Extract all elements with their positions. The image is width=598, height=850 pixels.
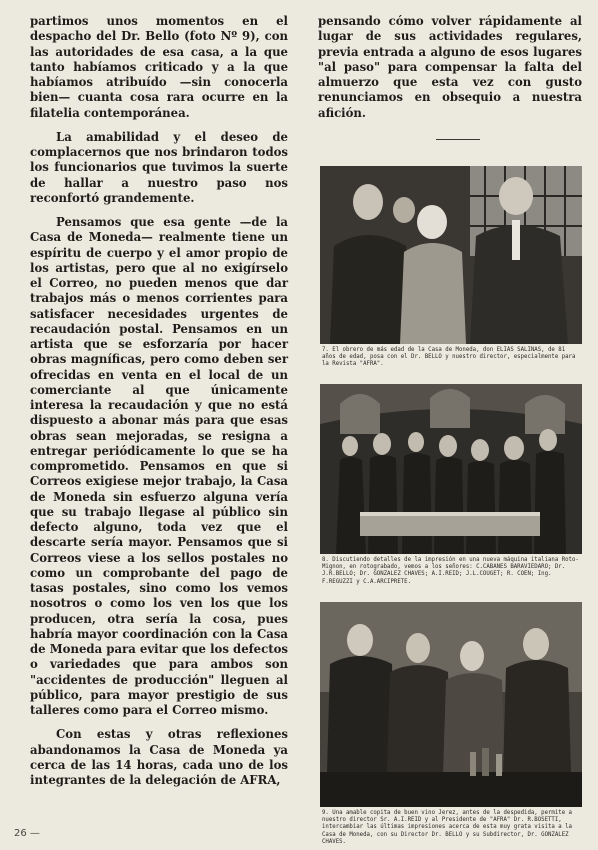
caption-7: 7. El obrero de más edad de la Casa de Moneda, don ELIAS SALINAS, de 81 años de edad, posa con el Dr. BELLO y nuestro director, especialmente para la Revista "AFRA". <box>322 347 576 368</box>
photo-9 <box>320 602 582 807</box>
left-text-column <box>30 14 288 797</box>
caption-8: 8. Discutiendo detalles de la impresión en una nueva máquina italiana Roto-Mignon, en rotograbado, vemos a los señores: C.CABANES BARAVIEDARO; Dr. J.R.BELLO; Dr. GONZALEZ CHAVES; A.I.REID; J.L.COUGET; R. COEN; Ing. F.REGUZZI y C.A.ARCIPRETE. <box>322 557 579 585</box>
page-number: 26 — <box>14 828 40 839</box>
caption-9: 9. Una amable copita de buen vino Jerez, antes de la despedida, permite a nuestro director Sr. A.I.REID y al Presidente de "AFRA" Dr. R.BOSETTI, intercambiar las últimas impresiones acerca de esta muy grata visita a la Casa de Moneda, con su Director Dr. BELLO y su Subdirector, Dr. GONZALEZ CHAVES. <box>322 810 572 845</box>
paragraph-2: La amabilidad y el deseo de complacernos que nos brindaron todos los funcionarios que tuvimos la suerte de hallar a nuestro paso nos reconfortó grandemente. <box>30 129 288 205</box>
figure-9 <box>320 602 582 846</box>
section-divider <box>436 139 480 140</box>
figure-8 <box>320 384 582 586</box>
figure-7 <box>320 166 582 369</box>
right-column <box>312 14 582 845</box>
paragraph-4: Con estas y otras reflexiones abandonamos la Casa de Moneda ya cerca de las 14 horas, cada uno de los integrantes de la delegación de AFRA, <box>30 727 288 787</box>
continuation-paragraph: pensando cómo volver rápidamente al lugar de sus actividades regulares, previa entrada a alguno de esos lugares "al paso" para compensar la falta del almuerzo que esta vez con gusto renunciamos en obsequio a nuestra afición. <box>318 14 582 120</box>
photo-7-image <box>320 166 582 344</box>
photo-8 <box>320 384 582 554</box>
photo-7 <box>320 166 582 344</box>
photo-9-image <box>320 602 582 807</box>
photo-8-image <box>320 384 582 554</box>
paragraph-1: partimos unos momentos en el despacho del Dr. Bello (foto Nº 9), con las autoridades de esa casa, a la que tanto habíamos criticado y a la que habíamos atribuído —sin conocerla bien— cuanta cosa rara ocurre en la filatelia contemporánea. <box>30 14 288 120</box>
paragraph-3: Pensamos que esa gente —de la Casa de Moneda— realmente tiene un espíritu de cuerpo y el amor propio de los artistas, pero que al no exigírselo el Correo, no pueden menos que dar trabajos más o menos corrientes para satisfacer necesidades urgentes de recaudación postal. Pensamos en un artista que se esforzaría por hacer obras magníficas, pero como deben ser ofrecidas en venta en el local de un comerciante al que únicamente interesa la recaudación y que no está dispuesto a abonar más para que esas obras sean mejoradas, se resigna a entregar periódicamente lo que se ha comprometido. Pensamos en que si Correos exigiese mejor trabajo, la Casa de Moneda sin esfuerzo alguna vería que su trabajo llegase al público sin defecto alguno, toda vez que el descarte sería mayor. Pensamos que si Correos viese a los sellos postales no como un comprobante del pago de tasas postales, sino como los vemos nosotros o como los ven los que los producen, otra sería la cosa, pues habría mayor coordinación con la Casa de Moneda para evitar que los defectos o variedades que para ambos son "accidentes de producción" lleguen al público, para mayor prestigio de sus talleres como para el Correo mismo. <box>30 215 288 717</box>
